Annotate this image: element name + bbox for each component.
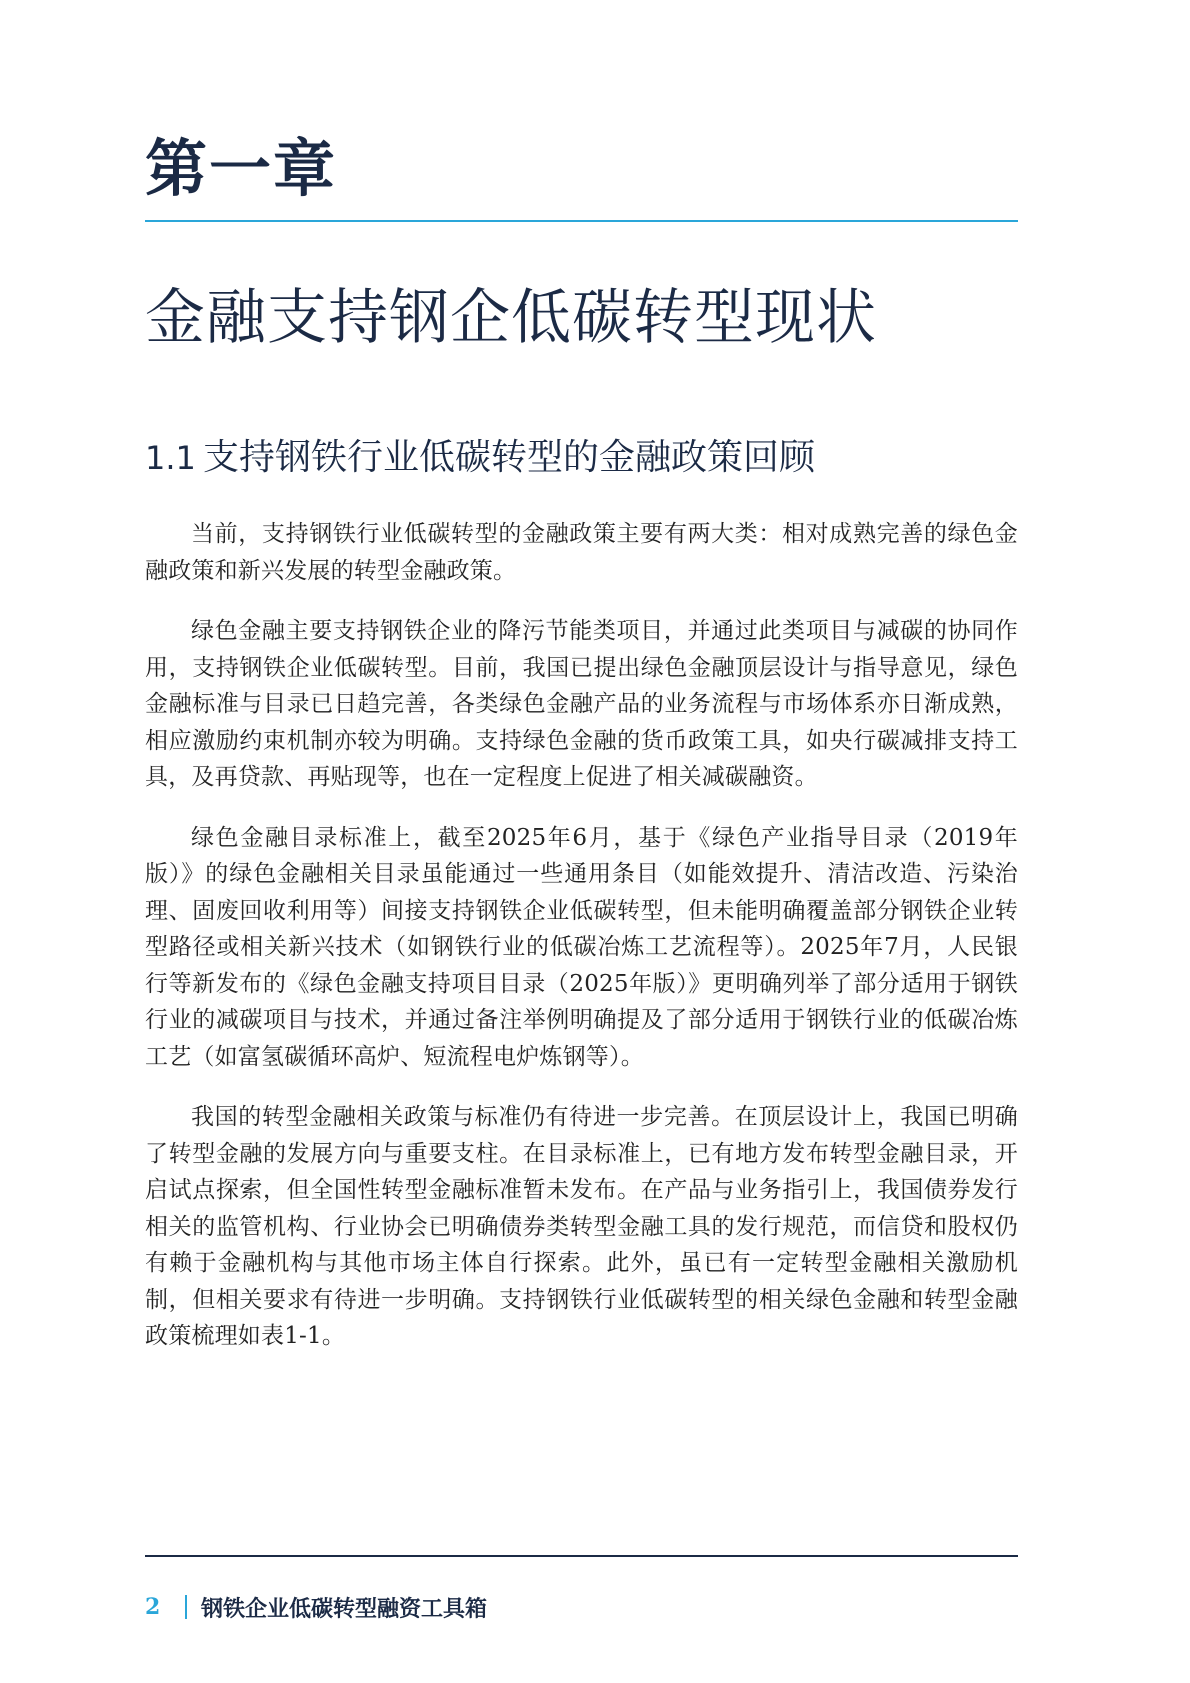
chapter-divider [145, 220, 1018, 222]
section-number: 1.1 [145, 439, 196, 477]
page-number: 2 [145, 1594, 161, 1620]
book-title: 钢铁企业低碳转型融资工具箱 [201, 1596, 488, 1622]
chapter-title: 金融支持钢企低碳转型现状 [145, 283, 877, 353]
section-title: 支持钢铁行业低碳转型的金融政策回顾 [203, 437, 816, 478]
body-text [145, 516, 1018, 1379]
paragraph: 我国的转型金融相关政策与标准仍有待进一步完善。在顶层设计上，我国已明确了转型金融的发展方向与重要支柱。在目录标准上，已有地方发布转型金融目录，开启试点探索，但全国性转型金融标准暂未发布。在产品与业务指引上，我国债券发行相关的监管机构、行业协会已明确债券类转型金融工具的发行规范，而信贷和股权仍有赖于金融机构与其他市场主体自行探索。此外，虽已有一定转型金融相关激励机制，但相关要求有待进一步明确。支持钢铁行业低碳转型的相关绿色金融和转型金融政策梳理如表1-1。 [145, 1104, 1018, 1349]
footer-separator [185, 1595, 187, 1619]
paragraph: 绿色金融目录标准上，截至2025年6月，基于《绿色产业指导目录（2019年版）》的绿色金融相关目录虽能通过一些通用条目（如能效提升、清洁改造、污染治理、固废回收利用等）间接支持钢铁企业低碳转型，但未能明确覆盖部分钢铁企业转型路径或相关新兴技术（如钢铁行业的低碳冶炼工艺流程等）。2025年7月，人民银行等新发布的《绿色金融支持项目目录（2025年版）》更明确列举了部分适用于钢铁行业的减碳项目与技术，并通过备注举例明确提及了部分适用于钢铁行业的低碳冶炼工艺（如富氢碳循环高炉、短流程电炉炼钢等）。 [145, 824, 1018, 1070]
paragraph: 绿色金融主要支持钢铁企业的降污节能类项目，并通过此类项目与减碳的协同作用，支持钢铁企业低碳转型。目前，我国已提出绿色金融顶层设计与指导意见，绿色金融标准与目录已日趋完善，各类绿色金融产品的业务流程与市场体系亦日渐成熟，相应激励约束机制亦较为明确。支持绿色金融的货币政策工具，如央行碳减排支持工具，及再贷款、再贴现等，也在一定程度上促进了相关减碳融资。 [145, 618, 1018, 790]
paragraph: 当前，支持钢铁行业低碳转型的金融政策主要有两大类：相对成熟完善的绿色金融政策和新兴发展的转型金融政策。 [145, 521, 1018, 584]
page-footer [145, 1592, 487, 1622]
section-heading [145, 437, 816, 478]
footer-divider [145, 1555, 1018, 1557]
chapter-label: 第一章 [145, 132, 338, 205]
